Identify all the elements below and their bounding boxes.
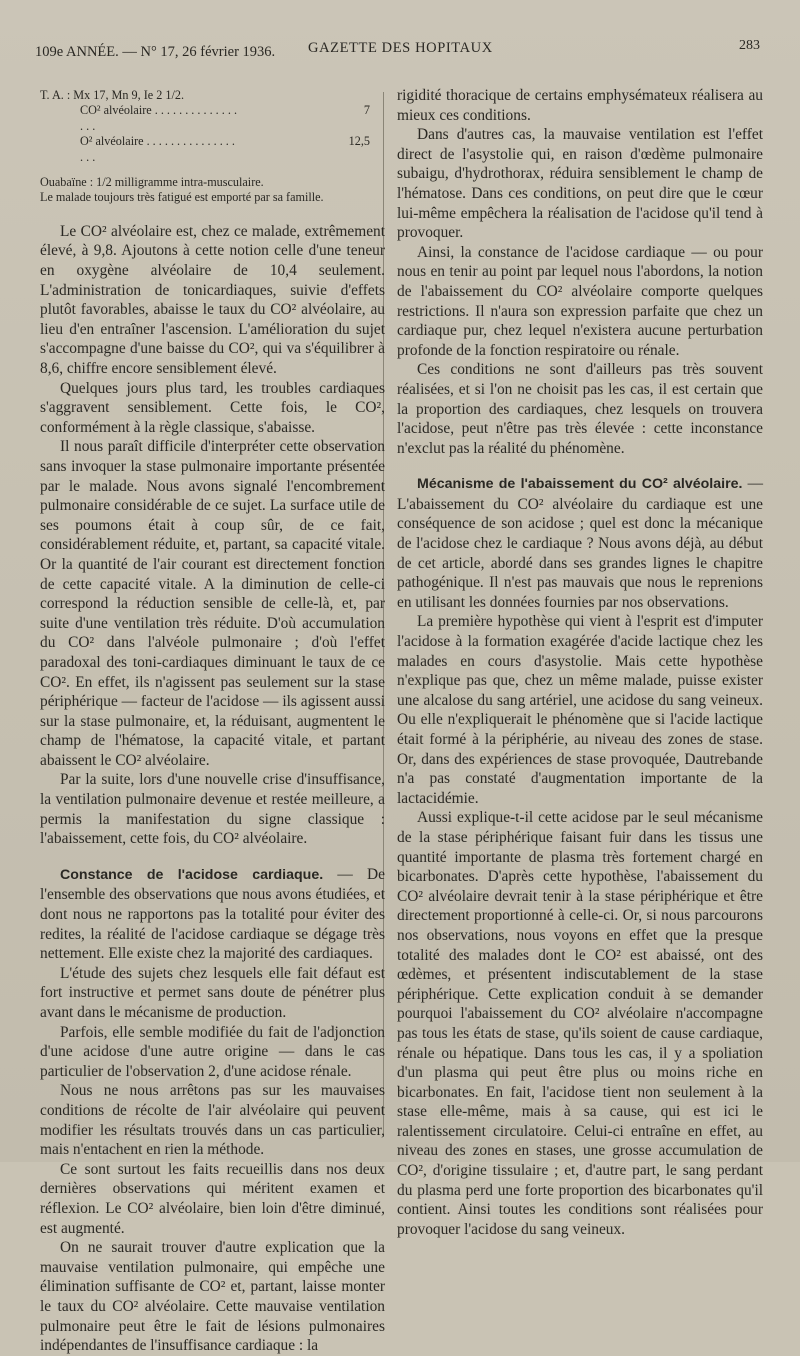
- paragraph: On ne saurait trouver d'autre explication que la mauvaise ventilation pulmonaire, qui empêche une élimination suffisante de CO² et, partant, laisse monter le taux du CO² alvéolaire. Cette mauvaise ventilation pulmonaire peut être le fait de lésions pulmonaires indépendantes de l'insuffisance cardiaque : la: [40, 1239, 385, 1355]
- observation-block: [40, 88, 385, 206]
- running-header: [30, 40, 760, 66]
- paragraph: Ces conditions ne sont d'ailleurs pas très souvent réalisées, et si l'on ne choisit pas les cas, il est certain que la proportion des cardiaques, chez lesquels on trouvera l'acidose, peut n'être pas très élevée : cette inconstance n'exclut pas la réalité du phénomène.: [397, 361, 763, 457]
- section-heading: Constance de l'acidose cardiaque.: [60, 866, 324, 883]
- paragraph: Ce sont surtout les faits recueillis dans nos deux dernières observations qui méritent examen et réflexion. Le CO² alvéolaire, bien loin d'être diminué, est augmenté.: [40, 1160, 385, 1237]
- right-column: [397, 86, 763, 1239]
- malade-note: Le malade toujours très fatigué est emporté par sa famille.: [40, 190, 324, 205]
- co2-row: CO² alvéolaire . . . . . . . . . . . . . . . . . 7: [80, 103, 370, 133]
- paragraph: Par la suite, lors d'une nouvelle crise d'insuffisance, la ventilation pulmonaire devenue et restée meilleure, a permis la manifestation du signe classique : l'abaissement, cette fois, du CO² alvéolaire.: [40, 771, 385, 848]
- paragraph: L'étude des sujets chez lesquels elle fait défaut est fort instructive et permet sans doute de pénétrer plus avant dans le mécanisme de production.: [40, 964, 385, 1021]
- section-paragraph: Constance de l'acidose cardiaque. — De l'ensemble des observations que nous avons étudiées, et dont nous ne rapportons pas la totalité pour éviter des redites, la réalité de l'acidose cardiaque se dégage très nettement. Elle existe chez la majorité des cardiaques.: [40, 865, 385, 963]
- paragraph: Il nous paraît difficile d'interpréter cette observation sans invoquer la stase pulmonaire importante présentée par le malade. Nous avons signalé l'encombrement pulmonaire considérable de ce sujet. La surface utile de ses poumons était à coup sûr, de ce fait, considérablement réduite, et, partant, sa capacité vitale. Or la quantité de l'air courant est directement fonction de cette capacité vitale. A la diminution de celle-ci correspond la réduction sensible de celle-là, et, par suite d'une ventilation très réduite. D'où accumulation du CO² dans l'alvéole pulmonaire ; d'où l'effet paradoxal des toni-cardiaques diminuant le taux de ce CO². En effet, ils n'agissent pas seulement sur la stase périphérique — facteur de l'acidose — ils agissent aussi sur la stase pulmonaire, et, la réduisant, augmentent le champ de l'hématose, la capacité vitale, et partant abaissent le CO² alvéolaire.: [40, 438, 385, 769]
- journal-title: GAZETTE DES HOPITAUX: [308, 40, 493, 56]
- ouabaine-note: Ouabaïne : 1/2 milligramme intra-musculaire.: [40, 175, 264, 190]
- paragraph: La première hypothèse qui vient à l'esprit est d'imputer l'acidose à la formation exagérée d'acide lactique chez les malades en cours d'asystolie. Mais cette hypothèse n'explique pas que, chez un même malade, puisse exister une alcalose du sang artériel, une acidose du sang veineux. Ou elle n'expliquerait le phénomène que si l'acide lactique était formé à la périphérie, au niveau des zones de stase. Or, dans des expériences de stase provoquée, Dautrebande n'a pas constaté d'augmentation importante de la lactacidémie.: [397, 613, 763, 807]
- paragraph: Aussi explique-t-il cette acidose par le seul mécanisme de la stase périphérique faisant fuir dans les tissus une quantité importante de plasma très fortement chargé en bicarbonates. D'après cette hypothèse, l'abaissement du CO² alvéolaire devrait tenir à la stase périphérique et être directement proportionné à celle-ci. Or, si nous parcourons nos observations, nous voyons en effet que la presque totalité des malades dont le CO² est abaissé, ont des œdèmes, et présentent indiscutablement de la stase périphérique. Cette explication conduit à se demander pourquoi l'abaissement du CO² alvéolaire n'accompagne pas tous les états de stase, qu'ils soient de cause cardiaque, rénale ou hépatique. Dans tous les cas, il y a spoliation d'un plasma qui peut être plus ou moins riche en bicarbonates. En fait, l'acidose tient non seulement à la stase elle-même, mais à sa cause, qui est ici le ralentissement circulatoire. Celui-ci entraîne en effet, au niveau des zones en stases, une grosse accumulation de CO², d'origine tissulaire ; et, d'autre part, le sang perdant du plasma perd une forte proportion des bicarbonates qu'il contient. Ainsi toutes les conditions sont réalisées pour provoquer l'acidose du sang veineux.: [397, 809, 763, 1238]
- section-paragraph: Mécanisme de l'abaissement du CO² alvéolaire. — L'abaissement du CO² alvéolaire du cardiaque est une conséquence de son acidose ; quel est donc la mécanique de l'acidose chez le cardiaque ? Nous avons déjà, au début de cet article, abordé dans ses grandes lignes le chapitre pathogénique. Il n'est pas mauvais que nous le reprenions en utilisant les données fournies par nos observations.: [397, 475, 763, 611]
- paragraph: rigidité thoracique de certains emphysémateux réalisera au mieux ces conditions.: [397, 87, 763, 124]
- paragraph: Nous ne nous arrêtons pas sur les mauvaises conditions de récolte de l'air alvéolaire qui peuvent modifier les résultats trouvés dans un cas particulier, mais n'entachent en rien la méthode.: [40, 1082, 385, 1159]
- left-column: [40, 88, 385, 1356]
- paragraph: Parfois, elle semble modifiée du fait de l'adjonction d'une acidose d'une autre origine — dans le cas particulier de l'observation 2, d'une acidose rénale.: [40, 1023, 385, 1080]
- paragraph: Quelques jours plus tard, les troubles cardiaques s'aggravent sensiblement. Cette fois, le CO², conformément à la règle classique, s'abaisse.: [40, 379, 385, 436]
- ta-line: T. A. : Mx 17, Mn 9, Ie 2 1/2.: [40, 88, 184, 102]
- issue-info: 109e ANNÉE. — N° 17, 26 février 1936.: [35, 44, 276, 60]
- section-heading: Mécanisme de l'abaissement du CO² alvéolaire.: [417, 476, 743, 493]
- o2-row: O² alvéolaire . . . . . . . . . . . . . . . . . . 12,5: [80, 134, 370, 164]
- paragraph: Ainsi, la constance de l'acidose cardiaque — ou pour nous en tenir au point par lequel nous l'abordons, la notion de l'abaissement du CO² alvéolaire comporte quelques restrictions. Il n'aura son expression parfaite que chez un cardiaque pur, chez lequel n'existera aucune perturbation profonde de la fonction respiratoire ou rénale.: [397, 243, 763, 359]
- page-number: 283: [739, 38, 760, 53]
- paragraph: Dans d'autres cas, la mauvaise ventilation est l'effet direct de l'asystolie qui, en raison d'œdème pulmonaire subaigu, d'hydrothorax, réduira sensiblement le champ de l'hématose. Dans ces conditions, on peut dire que le cœur lui-même empêchera la réalisation de l'acidose qu'il tend à provoquer.: [397, 126, 763, 242]
- paragraph: Le CO² alvéolaire est, chez ce malade, extrêmement élevé, à 9,8. Ajoutons à cette notion celle d'une teneur en oxygène alvéolaire de 10,4 seulement. L'administration de tonicardiaques, suivie d'effets plutôt favorables, abaisse le taux du CO² alvéolaire, au lieu d'en entraîner l'ascension. L'amélioration du sujet s'accompagne d'une baisse du CO², qui va s'équilibrer à 8,6, chiffre encore sensiblement élevé.: [40, 222, 385, 377]
